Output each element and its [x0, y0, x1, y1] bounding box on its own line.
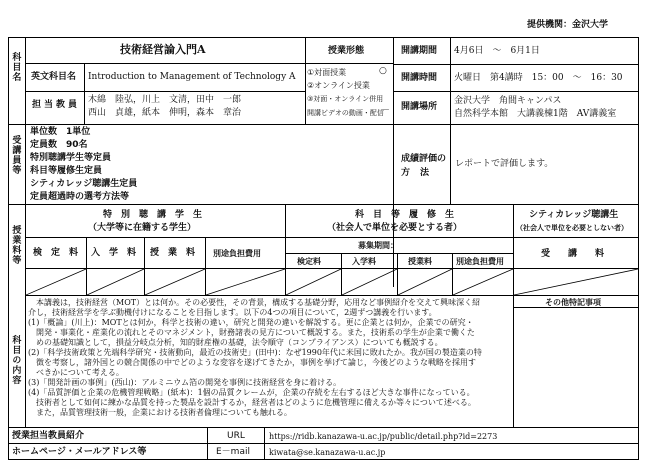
content-line: 介し，技術経営学を学ぶ動機付けになることを目指します。以下の4つの項目について，2週ずつ講義を行います。	[28, 308, 437, 317]
provider-label: 提供機関：金沢大学	[527, 20, 609, 30]
content-line: 本講義は，技術経営（MOT）とは何か。その必要性，その背景，構成する基礎分野，応用など事例紹介を交えて興味深く紹	[28, 298, 481, 307]
content-line: べきかについて考える。	[28, 368, 124, 377]
email-label: E－mail	[216, 447, 250, 457]
instructors-label: 担当教員	[32, 100, 81, 110]
fees-kamoku-col-3: 授業料	[408, 257, 432, 266]
evaluation-label-2: 方法	[401, 168, 440, 178]
instructors-line-2: 西山 貞雄，紙本 伸明，森本 章治	[88, 108, 242, 118]
course-name-side-label: 科目名	[10, 52, 21, 82]
other-notes-label: その他特記事項	[545, 298, 601, 307]
fees-special-col-2: 入 学 料	[91, 248, 137, 258]
fees-kamoku-col-2: 入学料	[352, 257, 376, 266]
teacher-intro-label: 授業担当教員紹介	[12, 431, 85, 441]
fees-city-sub: （社会人で単位を必要としない者）	[516, 224, 628, 232]
attendance-city: シティカレッジ聴講生定員	[30, 179, 138, 189]
evaluation-value: レポートで評価します。	[455, 159, 554, 169]
fees-special-title: 特 別 聴 講 学 生	[103, 210, 203, 220]
format-option-3: ③対面・オンライン併用	[307, 95, 384, 103]
period-value: 4月6日 ～ 6月1日	[454, 46, 540, 56]
content-line: めの基礎知識として，損益分岐点分析，知的財産権の基礎，法令順守（コンプライアンス）についても概説する。	[28, 338, 443, 347]
time-label: 開講時間	[401, 73, 438, 83]
place-line-1: 金沢大学 角間キャンパス	[454, 96, 562, 106]
english-title: Introduction to Management of Technology A	[88, 72, 296, 82]
place-line-2: 自然科学本館 大講義棟1階 AV講義室	[454, 109, 617, 119]
fees-city-title: シティカレッジ聴講生	[529, 210, 619, 220]
content-line: (4)「品質評価と企業の危機管理戦略」(紙本)：1個の品質クレームが，企業の存続を左右するほど大きな事件になっている。	[28, 388, 475, 397]
attendance-capacity: 定員数 90名	[30, 140, 88, 150]
format-option-4: 開講ビデオの動画・配信	[307, 109, 384, 117]
email-link[interactable]: kiwata@se.kanazawa-u.ac.jp	[269, 448, 386, 457]
attendance-kamoku: 科目等履修生定員	[30, 166, 103, 176]
attendance-selection: 定員超過時の選考方法等	[30, 192, 130, 202]
fees-kamoku-col-4: 別途負担費用	[456, 257, 504, 266]
fees-kamoku-title: 科 目 等 履 修 生	[355, 210, 455, 220]
fees-recruit: 募集期間：	[358, 241, 398, 250]
place-label: 開講場所	[401, 102, 438, 112]
attendance-credits: 単位数 1単位	[30, 127, 91, 137]
format-option-1: ①対面授業	[307, 68, 347, 77]
attendance-side-label: 受講員等	[10, 135, 21, 175]
fees-city-col: 受 講 料	[541, 249, 605, 259]
fees-kamoku-sub: （社会人で単位を必要とする者）	[327, 223, 463, 233]
format-option-1-mark: ○	[379, 66, 387, 76]
content-line: (1)「概論」(川上)：MOTとは何か，科学と技術の違い，研究と開発の違いを解説する。更に企業とは何か，企業での研究・	[28, 318, 474, 327]
content-line: (2)「科学技術政策と先端科学研究・技術動向，最近の技術史」(田中)：なぜ1990年代に米国に敗れたか。我が国の製造業の特	[28, 348, 482, 357]
course-title: 技術経営論入門A	[120, 43, 206, 56]
evaluation-label-1: 成績評価の	[401, 154, 447, 164]
content-side-label: 科目の内容	[10, 335, 21, 385]
content-line: 技術者として如何に練かな品質を持った製品を設計するか，経営者はどのように危機管理に備えるか等々について述べる。	[28, 398, 476, 407]
url-link[interactable]: https://ridb.kanazawa-u.ac.jp/public/detail.php?id=2273	[269, 432, 498, 441]
content-line: (3)「開発計画の事例」(西山)：アルミニウム箔の開発を事例に技術経営を身に着ける。	[28, 378, 342, 387]
format-option-2: ②オンライン授業	[307, 81, 370, 90]
fees-special-sub: （大学等に在籍する学生）	[88, 223, 197, 233]
period-label: 開講期間	[401, 46, 438, 56]
fees-special-col-3: 授 業 料	[150, 248, 196, 258]
content-line: 開発・事業化・産業化の流れとそのマネジメント，財務諸表の見方について概説する。また，技術系の学生が企業で働くた	[28, 328, 475, 337]
content-line: 徴を考察し，諸外国との競合関係の中でどのような変容を遂げてきたか，事例を挙げて論じ，今後どのような戦略を採用す	[28, 358, 476, 367]
url-label: URL	[227, 431, 245, 441]
attendance-special: 特別聴講学生等定員	[30, 153, 112, 163]
instructors-line-1: 木綿 陸弘，川上 文清，田中 一郎	[88, 95, 242, 105]
format-label: 授業形態	[328, 46, 365, 56]
fees-side-label: 授業料等	[10, 225, 21, 265]
fees-kamoku-col-1: 検定料	[297, 257, 321, 266]
time-value: 火曜日 第4講時 15：00 ～ 16：30	[454, 73, 623, 83]
homepage-label: ホームページ・メールアドレス等	[12, 447, 147, 457]
format-option-4-mark: －	[381, 106, 391, 116]
english-name-label: 英文科目名	[31, 72, 77, 82]
fees-special-col-1: 検 定 料	[33, 248, 79, 258]
fees-special-col-4: 別途負担費用	[213, 249, 261, 258]
content-line: また，品質管理技術一般，企業における技術者倫理についても触れる。	[28, 408, 292, 417]
